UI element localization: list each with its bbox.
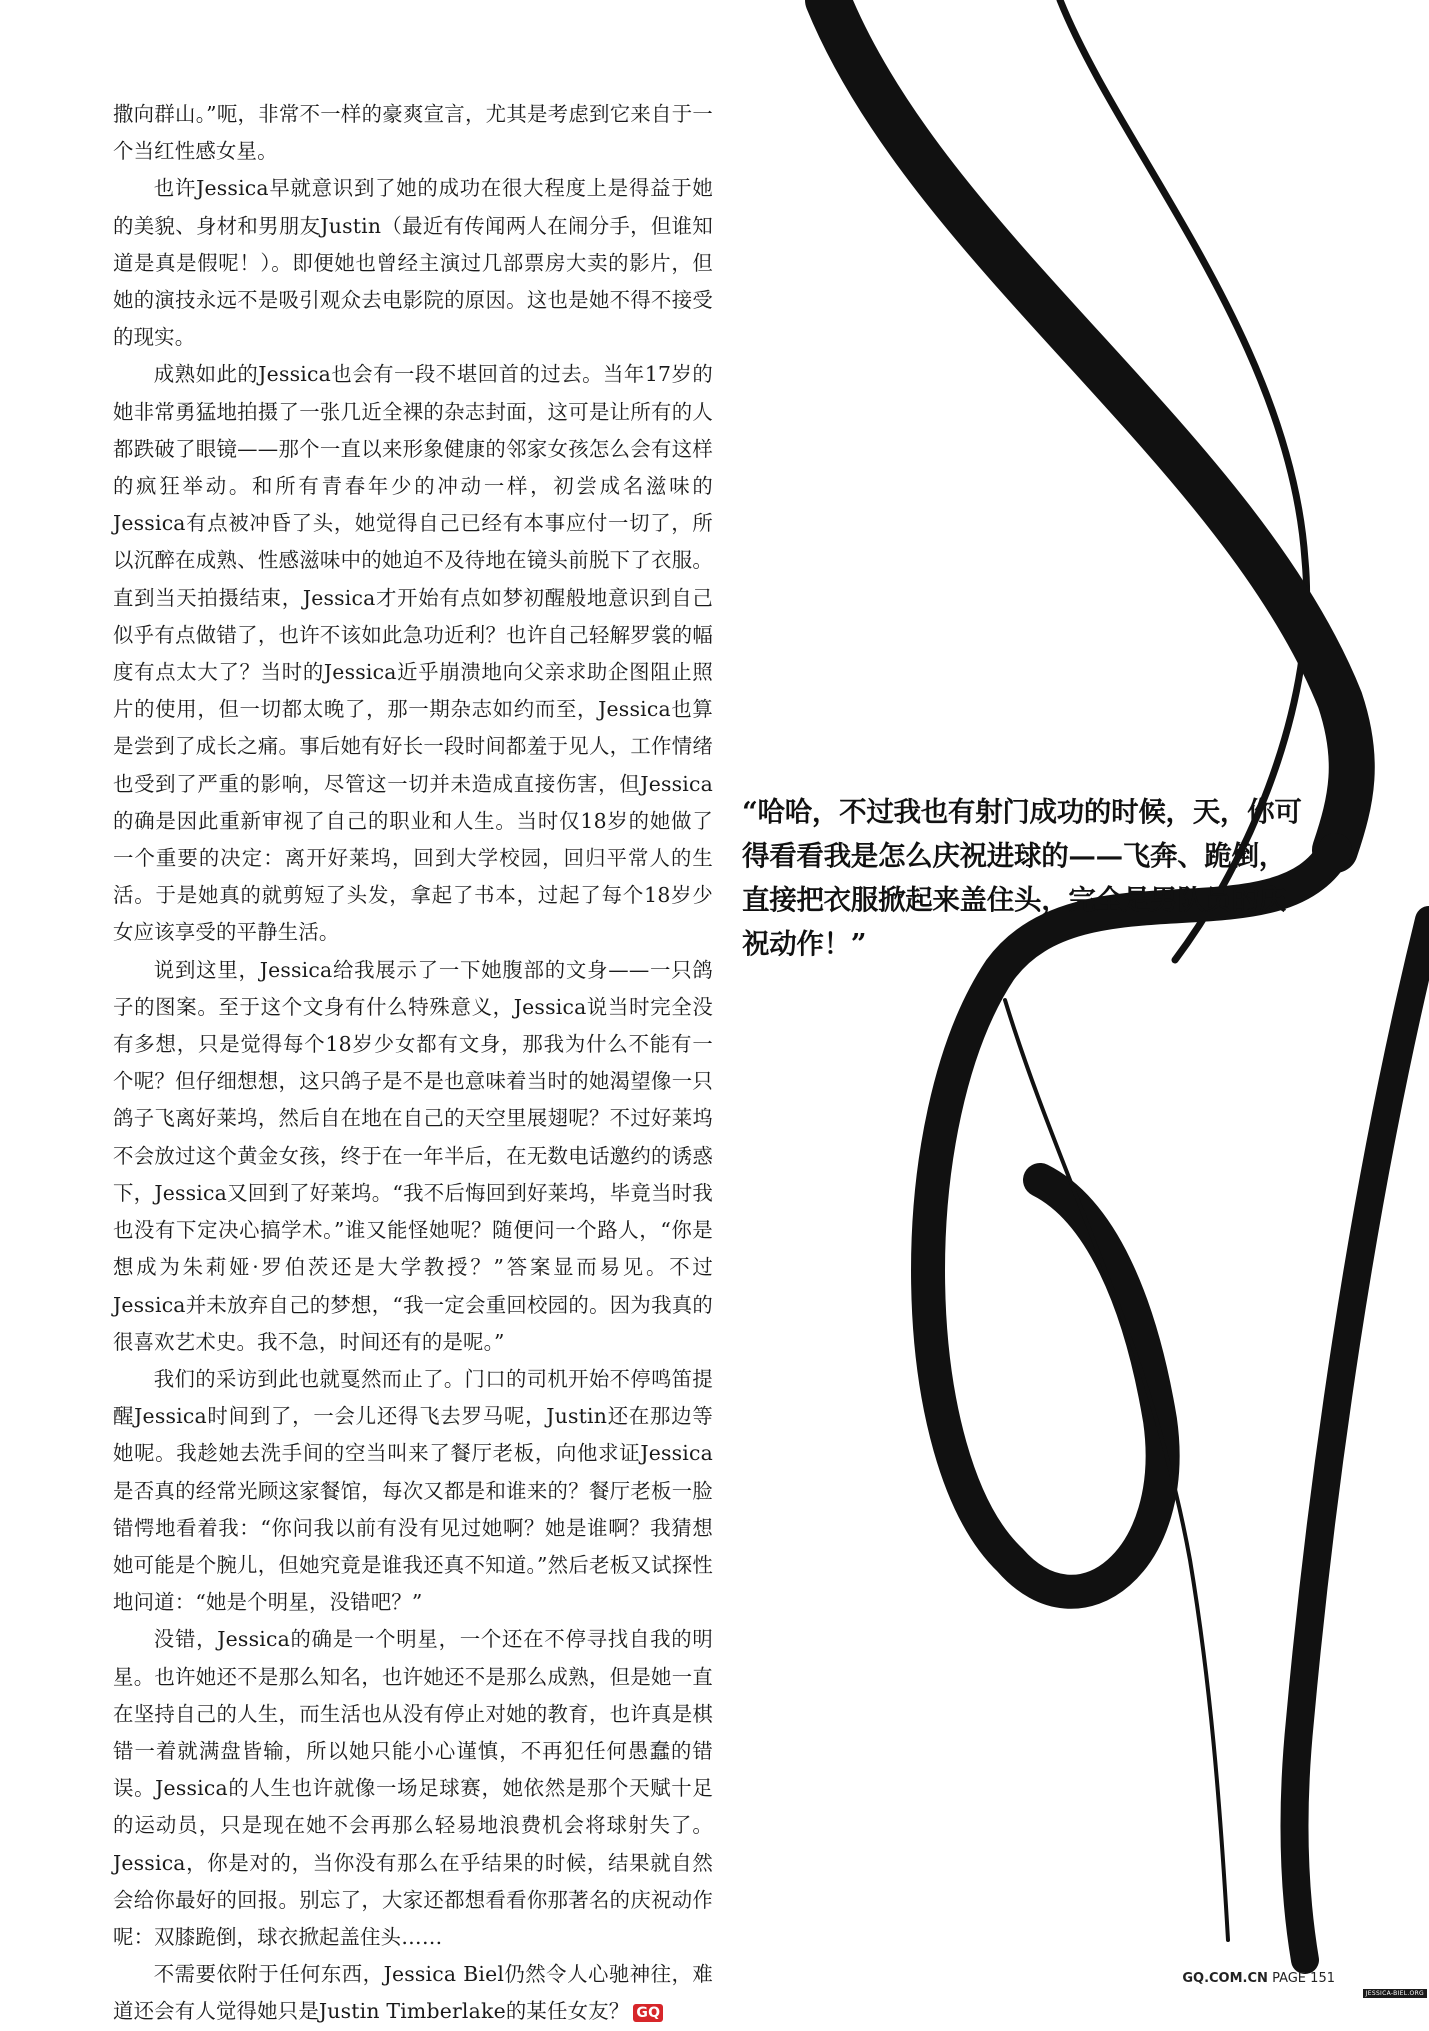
article-paragraph: 没错，Jessica的确是一个明星，一个还在不停寻找自我的明星。也许她还不是那么知名，也许她还不是那么成熟，但是她一直在坚持自己的人生，而生活也从没有停止对她的教育，也许真是棋错一着就满盘皆输，所以她只能小心谨慎，不再犯任何愚蠢的错误。Jessica的人生也许就像一场足球赛，她依然是那个天赋十足的运动员，只是现在她不会再那么轻易地浪费机会将球射失了。Jessica，你是对的，当你没有那么在乎结果的时候，结果就自然会给你最好的回报。别忘了，大家还都想看看你那著名的庆祝动作呢：双膝跪倒，球衣掀起盖住头…… — [113, 1627, 713, 1949]
footer-site: GQ.COM.CN — [1182, 1971, 1268, 1986]
footer-page-label: PAGE — [1272, 1971, 1307, 1986]
article-paragraph: 成熟如此的Jessica也会有一段不堪回首的过去。当年17岁的她非常勇猛地拍摄了一张几近全裸的杂志封面，这可是让所有的人都跌破了眼镜——那个一直以来形象健康的邻家女孩怎么会有这样的疯狂举动。和所有青春年少的冲动一样，初尝成名滋味的Jessica有点被冲昏了头，她觉得自己已经有本事应付一切了，所以沉醉在成熟、性感滋味中的她迫不及待地在镜头前脱下了衣服。直到当天拍摄结束，Jessica才开始有点如梦初醒般地意识到自己似乎有点做错了，也许不该如此急功近利？也许自己轻解罗裳的幅度有点太大了？当时的Jessica近乎崩溃地向父亲求助企图阻止照片的使用，但一切都太晚了，那一期杂志如约而至，Jessica也算是尝到了成长之痛。事后她有好长一段时间都羞于见人，工作情绪也受到了严重的影响，尽管这一切并未造成直接伤害，但Jessica的确是因此重新审视了自己的职业和人生。当时仅18岁的她做了一个重要的决定：离开好莱坞，回到大学校园，回归平常人的生活。于是她真的就剪短了头发，拿起了书本，过起了每个18岁少女应该享受的平静生活。 — [113, 362, 713, 945]
source-credit: JESSICA-BIEL.ORG — [1363, 1989, 1427, 1998]
article-paragraph: 撒向群山。”呃，非常不一样的豪爽宣言，尤其是考虑到它来自于一个当红性感女星。 — [113, 102, 713, 164]
article-paragraph: 我们的采访到此也就戛然而止了。门口的司机开始不停鸣笛提醒Jessica时间到了，一会儿还得飞去罗马呢，Justin还在那边等她呢。我趁她去洗手间的空当叫来了餐厅老板，向他求证Jessica是否真的经常光顾这家餐馆，每次又都是和谁来的？餐厅老板一脸错愕地看着我：“你问我以前有没有见过她啊？她是谁啊？我猜想她可能是个腕儿，但她究竟是谁我还真不知道。”然后老板又试探性地问道：“她是个明星，没错吧？” — [113, 1366, 713, 1615]
article-body — [113, 96, 713, 2031]
page-footer — [1182, 1971, 1335, 1986]
article-paragraph: 不需要依附于任何东西，Jessica Biel仍然令人心驰神往，难道还会有人觉得她只是Justin Timberlake的某任女友？ — [113, 1962, 713, 2024]
article-final-paragraph — [113, 1956, 713, 2030]
pull-quote: “哈哈，不过我也有射门成功的时候，天，你可得看看我是怎么庆祝进球的——飞奔、跪倒，直接把衣服掀起来盖住头，完全是男队员的庆祝动作！” — [742, 796, 1302, 960]
article-paragraph: 说到这里，Jessica给我展示了一下她腹部的文身——一只鸽子的图案。至于这个文身有什么特殊意义，Jessica说当时完全没有多想，只是觉得每个18岁少女都有文身，那我为什么不能有一个呢？但仔细想想，这只鸽子是不是也意味着当时的她渴望像一只鸽子飞离好莱坞，然后自在地在自己的天空里展翅呢？不过好莱坞不会放过这个黄金女孩，终于在一年半后，在无数电话邀约的诱惑下，Jessica又回到了好莱坞。“我不后悔回到好莱坞，毕竟当时我也没有下定决心搞学术。”谁又能怪她呢？随便问一个路人，“你是想成为朱莉娅·罗伯茨还是大学教授？”答案显而易见。不过Jessica并未放弃自己的梦想，“我一定会重回校园的。因为我真的很喜欢艺术史。我不急，时间还有的是呢。” — [113, 957, 713, 1354]
footer-page-number: 151 — [1310, 1971, 1335, 1986]
gq-end-mark: GQ — [633, 2004, 663, 2022]
article-paragraph: 也许Jessica早就意识到了她的成功在很大程度上是得益于她的美貌、身材和男朋友Justin（最近有传闻两人在闹分手，但谁知道是真是假呢！）。即便她也曾经主演过几部票房大卖的影片，但她的演技永远不是吸引观众去电影院的原因。这也是她不得不接受的现实。 — [113, 176, 713, 350]
